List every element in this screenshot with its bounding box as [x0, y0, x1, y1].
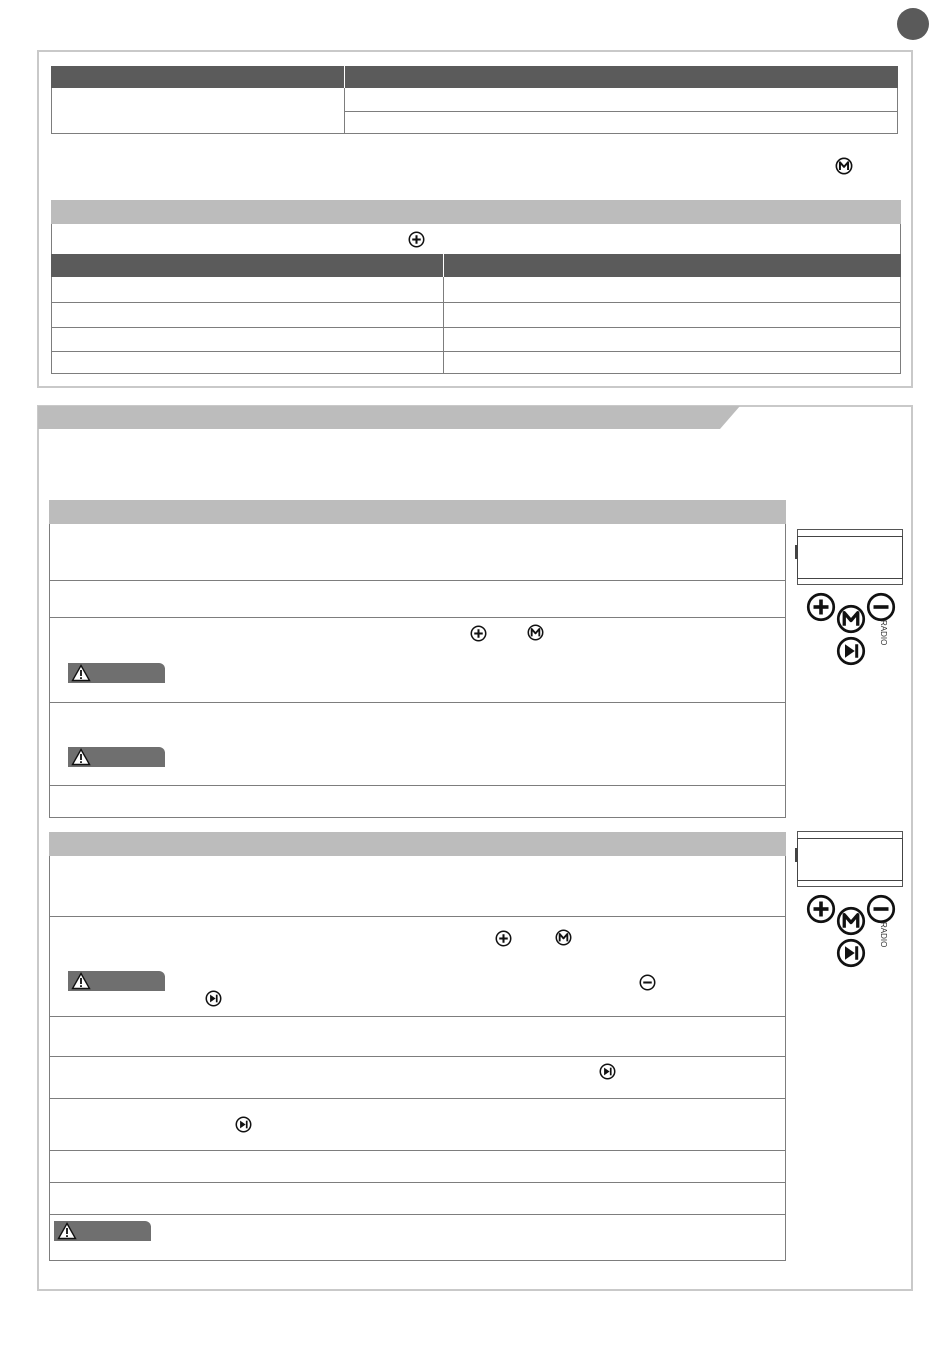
procedure-2-step-divider	[49, 1016, 786, 1017]
m-circle-icon	[527, 624, 544, 641]
minus-circle-icon	[639, 974, 656, 991]
procedure-1-step-divider	[49, 580, 786, 581]
plus-circle-icon	[495, 930, 512, 947]
next-circle-icon	[235, 1116, 252, 1133]
plus-button-icon	[806, 894, 836, 924]
table-b-header	[51, 254, 901, 277]
table-b-row-divider	[51, 351, 901, 352]
table-b-header-divider	[443, 254, 444, 277]
procedure-1-step-divider	[49, 785, 786, 786]
warning-triangle-icon	[57, 1222, 77, 1240]
warning-label	[68, 663, 165, 683]
table-b-title-bar	[51, 200, 901, 224]
m-button-icon	[836, 906, 866, 936]
minus-button-icon	[866, 894, 896, 924]
procedure-2-step-divider	[49, 916, 786, 917]
table-b-col-divider	[443, 277, 444, 374]
table-a-header	[51, 66, 898, 88]
radio-label: RADIO	[879, 922, 888, 948]
lcd-display	[797, 838, 903, 881]
m-circle-icon	[555, 929, 572, 946]
warning-label	[54, 1221, 151, 1241]
display-tab	[795, 545, 798, 559]
plus-circle-icon	[470, 625, 487, 642]
plus-circle-icon	[408, 231, 425, 248]
table-a-header-divider	[344, 66, 345, 88]
procedure-2-step-divider	[49, 1214, 786, 1215]
table-a-row-divider	[344, 111, 898, 112]
procedure-1-title-bar	[49, 500, 786, 524]
procedure-2-step-divider	[49, 1150, 786, 1151]
table-b-intro-row	[51, 224, 901, 254]
page-number-badge	[897, 8, 929, 40]
warning-label	[68, 971, 165, 991]
procedure-1-step-divider	[49, 702, 786, 703]
next-button-icon	[836, 636, 866, 666]
section-heading-bar	[38, 406, 740, 429]
procedure-2-step-divider	[49, 1098, 786, 1099]
procedure-2-title-bar	[49, 832, 786, 856]
next-button-icon	[836, 938, 866, 968]
warning-triangle-icon	[71, 748, 91, 766]
table-b-row-divider	[51, 302, 901, 303]
plus-button-icon	[806, 592, 836, 622]
radio-label: RADIO	[879, 620, 888, 646]
m-circle-icon	[835, 157, 853, 175]
table-b-body	[51, 277, 901, 374]
lcd-display	[797, 536, 903, 579]
procedure-2-step-divider	[49, 1182, 786, 1183]
warning-label	[68, 747, 165, 767]
warning-triangle-icon	[71, 972, 91, 990]
warning-triangle-icon	[71, 664, 91, 682]
procedure-1-step-divider	[49, 617, 786, 618]
display-tab	[795, 848, 798, 862]
next-circle-icon	[205, 990, 222, 1007]
procedure-2-step-divider	[49, 1056, 786, 1057]
table-b-row-divider	[51, 327, 901, 328]
m-button-icon	[836, 604, 866, 634]
minus-button-icon	[866, 592, 896, 622]
next-circle-icon	[599, 1063, 616, 1080]
